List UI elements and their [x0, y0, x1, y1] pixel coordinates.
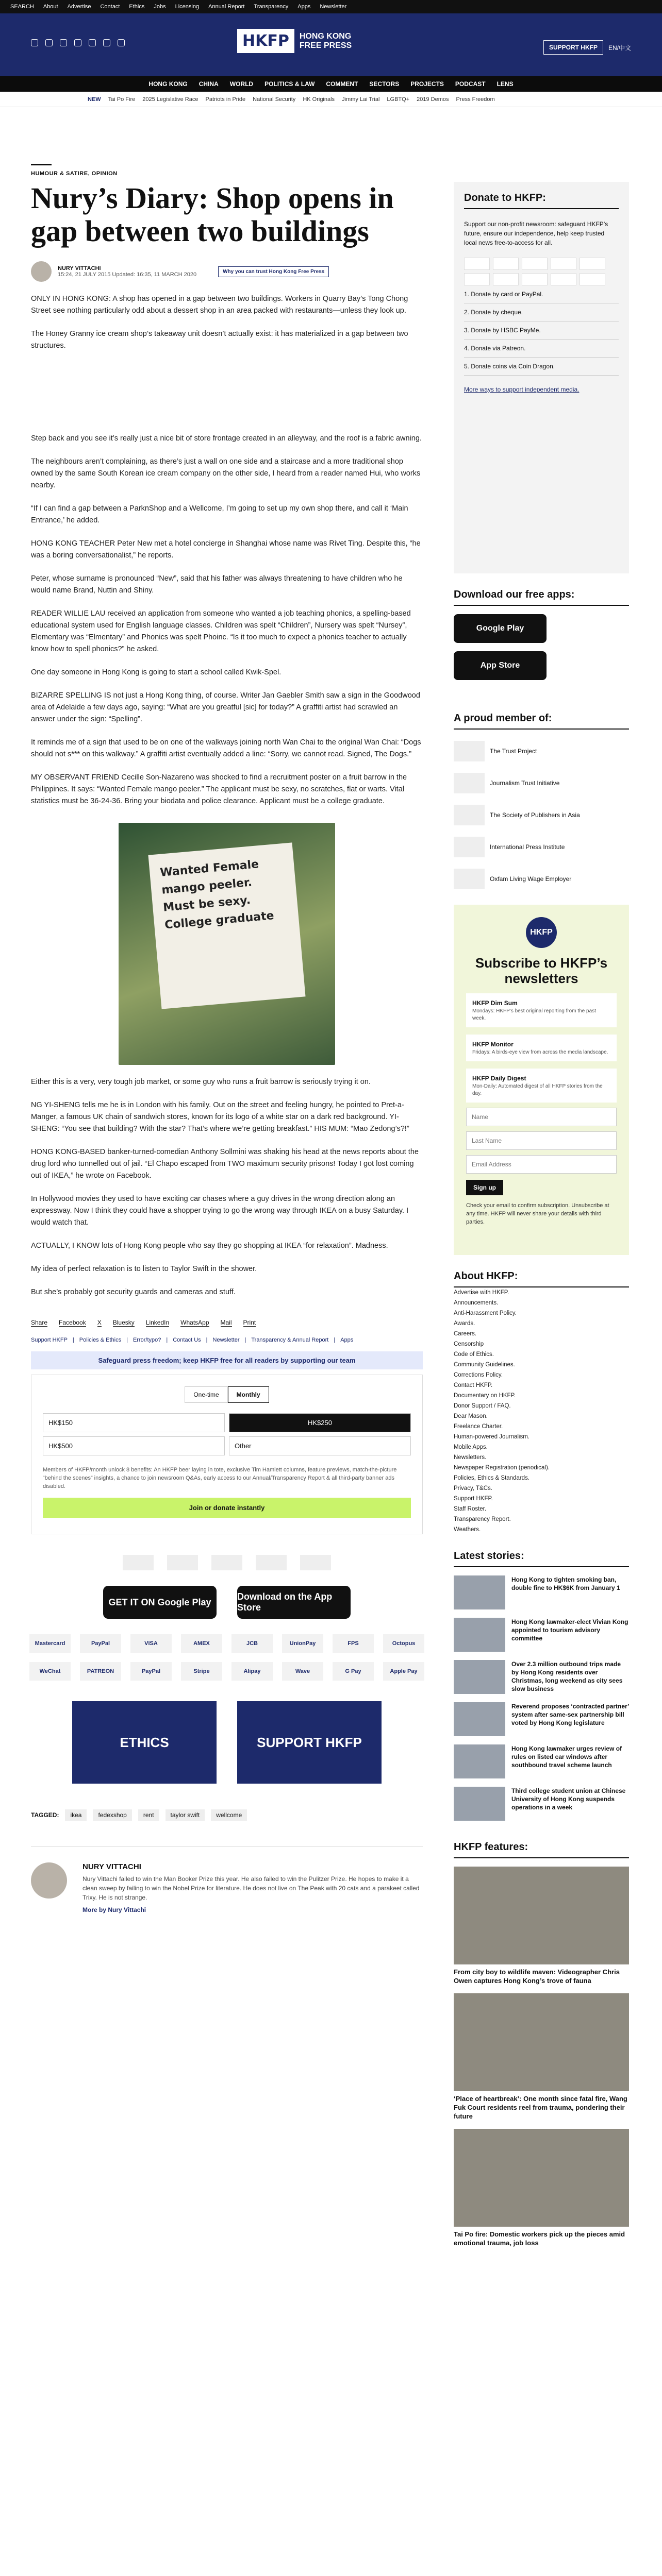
amex-icon: [522, 258, 548, 270]
newsletter-option[interactable]: HKFP Daily Digest Mon-Daily: Automated digest of all HKFP stories from the day.: [466, 1069, 617, 1103]
latest-story[interactable]: Reverend proposes ‘contracted partner’ system after same-sex partnership bill voted by Hong Kong legislature: [454, 1702, 629, 1736]
paragraph: HONG KONG-BASED banker-turned-comedian Anthony Sollmini was shaking his head at the news reports about the drug lord who tunnelled out of jail. “El Chapo escaped from TWO maximum security prisons! Today I got lost coming out of IKEA,” he wrote on Facebook.: [31, 1148, 419, 1180]
social-icons: [31, 39, 125, 46]
about-link[interactable]: Community Guidelines.: [454, 1362, 515, 1368]
paragraph: Either this is a very, very tough job market, or some guy who runs a fruit barrow is seriously trying it on.: [31, 1078, 371, 1086]
hkfp-badge: HKFP: [526, 917, 557, 948]
about-link[interactable]: Code of Ethics.: [454, 1351, 494, 1358]
about-link[interactable]: Newspaper Registration (periodical).: [454, 1465, 550, 1471]
app-store-button[interactable]: Download on the App Store: [237, 1586, 351, 1619]
tag[interactable]: ikea: [65, 1809, 87, 1821]
frequency-toggle: [43, 1386, 411, 1403]
badge-oxfam[interactable]: [300, 1555, 331, 1570]
donate-widget: [454, 182, 629, 573]
trending-bar: [0, 92, 662, 107]
footer-links: Support HKFP | Policies & Ethics | Error/typo? | Contact Us | Newsletter | Transparency & Annual Report | Apps: [31, 1337, 354, 1343]
paragraph: One day someone in Hong Kong is going to start a school called Kwik-Spel.: [31, 668, 282, 676]
link-support[interactable]: Support HKFP: [31, 1337, 68, 1343]
visa-icon: [493, 258, 519, 270]
licensing-link[interactable]: Licensing: [175, 4, 200, 10]
paragraph: ONLY IN HONG KONG: A shop has opened in a gap between two buildings. Workers in Quarry Bay’s Tong Chong Street see nothing particularly odd about a dessert shop in an area packed with restaurants—unless they look up.: [31, 295, 408, 315]
payment-methods: [31, 1634, 423, 1681]
payme-icon: [522, 273, 548, 285]
about-link[interactable]: Transparency Report.: [454, 1516, 511, 1522]
link-apps[interactable]: Apps: [340, 1337, 354, 1343]
fps-icon: [493, 273, 519, 285]
feature-image: [454, 1993, 629, 2091]
author-box: [31, 1846, 423, 1914]
site-header: [0, 13, 662, 76]
share-facebook[interactable]: Facebook: [59, 1319, 86, 1326]
payment-logo: WeChat: [29, 1662, 71, 1681]
story-thumbnail: [454, 1660, 505, 1694]
member-item[interactable]: Journalism Trust Initiative: [454, 773, 629, 793]
trending-item[interactable]: Patriots in Pride: [205, 96, 246, 103]
about-widget: [454, 1270, 629, 1535]
payment-logo: Wave: [282, 1662, 323, 1681]
about-link[interactable]: Censorship: [454, 1341, 484, 1347]
tag[interactable]: wellcome: [211, 1809, 247, 1821]
paragraph: It reminds me of a sign that used to be on one of the walkways joining north Wan Chai to the original Wan Chai: “Dogs should not s*** on this walkway.” A graffiti artist eventually added a line: “Sorry, we cannot read. Signed, The Dogs.”: [31, 738, 421, 758]
article-photo: [119, 823, 335, 1065]
jti-logo: [454, 773, 485, 793]
features-widget: [454, 1841, 629, 2247]
story-thumbnail: [454, 1702, 505, 1736]
paragraph: The Honey Granny ice cream shop’s takeaway unit doesn’t actually exist: it has materialized in a gap between two structures.: [31, 330, 408, 350]
logo-text: HONG KONG FREE PRESS: [299, 31, 352, 50]
mastercard-icon: [464, 258, 490, 270]
apps-title: Download our free apps:: [454, 589, 629, 606]
x-icon[interactable]: [45, 39, 53, 46]
feature-image: [454, 2129, 629, 2227]
latest-title: Latest stories:: [454, 1550, 629, 1567]
trending-item[interactable]: Jimmy Lai Trial: [342, 96, 380, 103]
about-link[interactable]: Awards.: [454, 1320, 475, 1327]
tags-label: TAGGED:: [31, 1811, 59, 1819]
badge-jti[interactable]: [167, 1555, 198, 1570]
story-thumbnail: [454, 1575, 505, 1609]
language-toggle[interactable]: EN/中文: [608, 44, 631, 52]
amount-other[interactable]: Other: [229, 1436, 411, 1455]
payment-logo: PayPal: [80, 1634, 121, 1653]
support-button[interactable]: SUPPORT HKFP: [543, 40, 603, 55]
paragraph: The neighbours aren’t complaining, as there’s just a wall on one side and a staircase and a more traditional shop owned by the same South Korean ice cream company on the other side, I heard from a reader named Hui, who works nearby.: [31, 457, 421, 489]
about-link[interactable]: Corrections Policy.: [454, 1372, 503, 1378]
about-title: About HKFP:: [454, 1270, 629, 1287]
trending-item[interactable]: HK Originals: [303, 96, 335, 103]
nav-projects[interactable]: PROJECTS: [410, 80, 444, 88]
badge-sopa[interactable]: [211, 1555, 242, 1570]
about-link[interactable]: Documentary on HKFP.: [454, 1393, 516, 1399]
about-link[interactable]: Contact HKFP.: [454, 1382, 493, 1388]
feature-image: [454, 1867, 629, 1964]
about-link[interactable]: Human-powered Journalism.: [454, 1434, 530, 1440]
byline: [31, 261, 423, 282]
join-button[interactable]: Join or donate instantly: [43, 1498, 411, 1518]
latest-story[interactable]: Hong Kong lawmaker-elect Vivian Kong appointed to tourism advisory committee: [454, 1618, 629, 1652]
instagram-icon[interactable]: [60, 39, 67, 46]
google-play-button[interactable]: GET IT ON Google Play: [103, 1586, 217, 1619]
about-link[interactable]: Support HKFP.: [454, 1496, 493, 1502]
support-promo[interactable]: SUPPORT HKFP: [237, 1701, 382, 1784]
payment-logo: Stripe: [181, 1662, 222, 1681]
top-utility-bar: [0, 0, 662, 13]
safeguard-banner[interactable]: Safeguard press freedom; keep HKFP free for all readers by supporting our team: [31, 1351, 423, 1369]
author-avatar-large: [31, 1862, 67, 1899]
annual-report-link[interactable]: Annual Report: [208, 4, 245, 10]
article: [31, 107, 423, 1914]
paragraph: READER WILLIE LAU received an application from someone who wanted a job teaching phonics, a spelling-based educational system used for English language classes. Children was spelt “Children”, Nursery was spelt “Nursey”, Elementary was “Elmentary” and Phonics was spelt Phoinc. “Is it too much to expect a phonics teacher to actually know how to spell phonics?” he asked.: [31, 609, 411, 653]
article-kicker[interactable]: HUMOUR & SATIRE, OPINION: [31, 164, 423, 177]
latest-story[interactable]: Hong Kong to tighten smoking ban, double fine to HK$6K from January 1: [454, 1575, 629, 1609]
amount-option[interactable]: HK$150: [43, 1413, 225, 1432]
updated-date: Updated: 16:35, 11 MARCH 2020: [112, 272, 197, 278]
member-item[interactable]: International Press Institute: [454, 837, 629, 857]
about-link[interactable]: Privacy, T&Cs.: [454, 1485, 492, 1492]
facebook-icon[interactable]: [31, 39, 38, 46]
feature-story[interactable]: From city boy to wildlife maven: Videographer Chris Owen captures Hong Kong’s trove of fauna: [454, 1867, 629, 1985]
latest-story[interactable]: Third college student union at Chinese University of Hong Kong suspends operations in a week: [454, 1787, 629, 1821]
advertise-link[interactable]: Advertise: [67, 4, 91, 10]
tab-one-time[interactable]: One-time: [185, 1386, 227, 1403]
tag[interactable]: fedexshop: [93, 1809, 131, 1821]
trending-item[interactable]: Press Freedom: [456, 96, 495, 103]
ipi-logo: [454, 837, 485, 857]
share-linkedin[interactable]: LinkedIn: [145, 1319, 170, 1326]
author-box-name[interactable]: NURY VITTACHI: [82, 1862, 141, 1871]
payment-logo: JCB: [231, 1634, 273, 1653]
share-x[interactable]: X: [97, 1319, 102, 1326]
sidebar-google-play[interactable]: Google Play: [454, 614, 547, 643]
about-link[interactable]: Freelance Charter.: [454, 1423, 503, 1430]
newsletter-widget: [454, 905, 629, 1255]
paypal-icon: [551, 258, 576, 270]
story-thumbnail: [454, 1744, 505, 1778]
site-logo[interactable]: [237, 29, 367, 53]
trending-label: NEW: [88, 96, 101, 103]
email-field[interactable]: Email Address: [466, 1155, 617, 1174]
trending-item[interactable]: National Security: [253, 96, 296, 103]
paragraph: My idea of perfect relaxation is to listen to Taylor Swift in the shower.: [31, 1265, 257, 1273]
latest-story[interactable]: Over 2.3 million outbound trips made by Hong Kong residents over Christmas, long weekend as city sees slow business: [454, 1660, 629, 1694]
payment-logo: Apple Pay: [383, 1662, 424, 1681]
ad-space: [31, 352, 423, 421]
share-mail[interactable]: Mail: [220, 1319, 232, 1326]
oxfam-logo: [454, 869, 485, 889]
payment-logo: FPS: [333, 1634, 374, 1653]
nav-sectors[interactable]: SECTORS: [369, 80, 400, 88]
member-badges: [31, 1555, 423, 1570]
ethics-promo[interactable]: ETHICS: [72, 1701, 217, 1784]
nav-comment[interactable]: COMMENT: [326, 80, 358, 88]
donate-box: [31, 1375, 423, 1534]
paragraph: MY OBSERVANT FRIEND Cecille Son-Nazareno was shocked to find a recruitment poster on a fruit barrow in the Philippines. It says: “Wanted Female mango peeler.” The applicant must be sexy, no scratches, flat or warts. Vital statistics must be 36-24-36. Bring your biodata and police clearance. Applicant must be a college graduate.: [31, 773, 407, 805]
transparency-link[interactable]: Transparency: [254, 4, 289, 10]
paragraph: ACTUALLY, I KNOW lots of Hong Kong people who say they go shopping at IKEA “for relaxation”. Madness.: [31, 1242, 388, 1250]
about-link[interactable]: Mobile Apps.: [454, 1444, 488, 1450]
amount-option[interactable]: HK$500: [43, 1436, 225, 1455]
proud-title: A proud member of:: [454, 713, 629, 730]
paragraph: Peter, whose surname is pronounced “New”, said that his father was always threatening to have children who he would name Brand, Nuttin and Shiny.: [31, 574, 403, 595]
share-bar: [31, 1319, 423, 1327]
main-nav: [0, 76, 662, 92]
about-link[interactable]: Staff Roster.: [454, 1506, 487, 1512]
trending-item[interactable]: LGBTQ+: [387, 96, 410, 103]
link-error[interactable]: Error/typo?: [133, 1337, 161, 1343]
link-newsletter[interactable]: Newsletter: [212, 1337, 240, 1343]
link-policies[interactable]: Policies & Ethics: [79, 1337, 122, 1343]
member-widget: [454, 713, 629, 889]
payment-logo: UnionPay: [282, 1634, 323, 1653]
donate-option[interactable]: 1. Donate by card or PayPal.: [464, 285, 619, 303]
about-link[interactable]: Anti-Harassment Policy.: [454, 1310, 517, 1316]
donate-title: Donate to HKFP:: [464, 192, 619, 209]
jobs-link[interactable]: Jobs: [154, 4, 166, 10]
about-link[interactable]: About: [43, 4, 58, 10]
paragraph: BIZARRE SPELLING IS not just a Hong Kong thing, of course. Writer Jan Gaebler Smith saw a sign in the Goodwood area of Adelaide a few days ago, saying: “What are you greatful [sic] for today?” A graffiti artist had scrawled an answer under the sign: “Spelling”.: [31, 691, 420, 723]
donate-option[interactable]: 5. Donate coins via Coin Dragon.: [464, 358, 619, 376]
about-link[interactable]: Newsletters.: [454, 1454, 487, 1461]
linkedin-icon[interactable]: [103, 39, 110, 46]
about-link[interactable]: Policies, Ethics & Standards.: [454, 1475, 530, 1481]
paragraph: “If I can find a gap between a ParknShop and a Wellcome, I’m going to set up my own shop there, and call it ‘Main Entrance,’ he added.: [31, 504, 408, 524]
jcb-icon: [580, 258, 605, 270]
link-transparency[interactable]: Transparency & Annual Report: [251, 1337, 329, 1343]
story-thumbnail: [454, 1787, 505, 1821]
amount-option-selected[interactable]: HK$250: [229, 1413, 411, 1432]
more-ways-link[interactable]: More ways to support independent media.: [464, 386, 580, 393]
donate-option[interactable]: 2. Donate by cheque.: [464, 303, 619, 321]
member-item[interactable]: The Trust Project: [454, 741, 629, 761]
publish-date: 15:24, 21 JULY 2015: [58, 272, 111, 278]
payment-logo: AMEX: [181, 1634, 222, 1653]
bluesky-icon[interactable]: [118, 39, 125, 46]
ethics-link[interactable]: Ethics: [129, 4, 145, 10]
payment-logo: G Pay: [333, 1662, 374, 1681]
payment-logo: PayPal: [130, 1662, 172, 1681]
share-bluesky[interactable]: Bluesky: [112, 1319, 135, 1326]
share-label: Share: [31, 1319, 48, 1326]
about-link[interactable]: Advertise with HKFP.: [454, 1290, 509, 1296]
donate-text[interactable]: Support our non-profit newsroom: safeguard HKFP’s future, ensure our independence, help keep trusted local news free-to-access for all.: [464, 221, 608, 246]
trust-badge[interactable]: Why you can trust Hong Kong Free Press: [218, 266, 329, 277]
paragraph: But she’s probably got security guards and cameras and stuff.: [31, 1288, 236, 1296]
paragraph: NG YI-SHENG tells me he is in London with his family. Out on the street and feeling hungry, he pointed to Pret-a-Manger, a famous UK chain of sandwich stores, known for its logo of a white star on a dark red background. YI-SHENG: “You see that building? With the star? That’s where we’re getting breakfast.” HIS MUM: “Mao Zedong’s?!”: [31, 1101, 409, 1133]
sidebar-app-store[interactable]: App Store: [454, 651, 547, 680]
paragraph: In Hollywood movies they used to have exciting car chases where a guy drives in the wrong direction along an expressway. Now I think they could have a shopper trying to go the wrong way through IKEA on a busy Saturday. I would watch that.: [31, 1195, 409, 1227]
logo-mark: HKFP: [237, 29, 294, 53]
youtube-icon[interactable]: [74, 39, 81, 46]
more-by-author-link[interactable]: More by Nury Vittachi: [82, 1906, 146, 1913]
trending-item[interactable]: 2019 Demos: [417, 96, 449, 103]
tag[interactable]: rent: [138, 1809, 159, 1821]
about-link[interactable]: Dear Mason.: [454, 1413, 488, 1419]
threads-icon[interactable]: [89, 39, 96, 46]
octopus-icon: [551, 273, 576, 285]
about-link[interactable]: Announcements.: [454, 1300, 499, 1306]
trending-item[interactable]: Tai Po Fire: [108, 96, 136, 103]
patreon-icon: [580, 273, 605, 285]
author-avatar: [31, 261, 52, 282]
tab-monthly[interactable]: Monthly: [228, 1386, 269, 1403]
payment-logo: Octopus: [383, 1634, 424, 1653]
member-item[interactable]: The Society of Publishers in Asia: [454, 805, 629, 825]
search-link[interactable]: SEARCH: [10, 4, 34, 10]
name-field[interactable]: Name: [466, 1108, 617, 1126]
author-bio: Nury Vittachi failed to win the Man Booker Prize this year. He also failed to win the Pulitzer Prize. He hopes to make it a clean sweep by failing to win the Nobel Prize for literature. He does not live on The Peak with 20 cats and a parakeet called Trixy. He is not strange.: [82, 1875, 420, 1901]
about-link[interactable]: Careers.: [454, 1331, 477, 1337]
newsletter-link[interactable]: Newsletter: [320, 4, 347, 10]
donate-option[interactable]: 4. Donate via Patreon.: [464, 340, 619, 358]
payment-logo: VISA: [130, 1634, 172, 1653]
apps-widget: [454, 589, 629, 702]
nav-world[interactable]: WORLD: [229, 80, 254, 88]
share-print[interactable]: Print: [243, 1319, 256, 1326]
feature-story[interactable]: Tai Po fire: Domestic workers pick up the pieces amid emotional trauma, job loss: [454, 2129, 629, 2247]
nav-china[interactable]: CHINA: [198, 80, 219, 88]
last-name-field[interactable]: Last Name: [466, 1131, 617, 1150]
payment-logo: Mastercard: [29, 1634, 71, 1653]
newsletter-option[interactable]: HKFP Dim Sum Mondays: HKFP’s best original reporting from the past week.: [466, 993, 617, 1027]
sidebar: [454, 107, 629, 2247]
nav-podcast[interactable]: PODCAST: [455, 80, 486, 88]
latest-story[interactable]: Hong Kong lawmaker urges review of rules on listed car windows after southbound travel scheme launch: [454, 1744, 629, 1778]
link-contact[interactable]: Contact Us: [173, 1337, 201, 1343]
trending-item[interactable]: 2025 Legislative Race: [142, 96, 198, 103]
author-name[interactable]: NURY VITTACHI: [58, 265, 101, 272]
badge-ipi[interactable]: [256, 1555, 287, 1570]
about-link[interactable]: Weathers.: [454, 1527, 481, 1533]
newsletter-footnote: Check your email to confirm subscription. Unsubscribe at any time. HKFP will never share your details with third parties.: [466, 1202, 609, 1225]
signup-button[interactable]: Sign up: [466, 1180, 503, 1195]
share-whatsapp[interactable]: WhatsApp: [180, 1319, 209, 1326]
member-item[interactable]: Oxfam Living Wage Employer: [454, 869, 629, 889]
apps-link[interactable]: Apps: [297, 4, 311, 10]
feature-story[interactable]: ‘Place of heartbreak’: One month since fatal fire, Wang Fuk Court residents reel from trauma, pondering their future: [454, 1993, 629, 2121]
trust-project-logo: [454, 741, 485, 761]
latest-widget: [454, 1550, 629, 1821]
paragraph: Step back and you see it’s really just a nice bit of store frontage created in an alleyway, and the roof is a fabric awning.: [31, 434, 422, 443]
donate-option[interactable]: 3. Donate by HSBC PayMe.: [464, 321, 619, 340]
story-thumbnail: [454, 1618, 505, 1652]
photo-sign-text: Wanted Female mango peeler. Must be sexy. College graduate: [148, 842, 305, 1009]
features-title: HKFP features:: [454, 1841, 629, 1858]
contact-link[interactable]: Contact: [100, 4, 120, 10]
sopa-logo: [454, 805, 485, 825]
about-link[interactable]: Donor Support / FAQ.: [454, 1403, 511, 1409]
paragraph: HONG KONG TEACHER Peter New met a hotel concierge in Shanghai whose name was Rivet Ting. Despite this, “he was a boring conversationalist,” he reports.: [31, 539, 421, 560]
donate-note: Members of HKFP/month unlock 8 benefits: An HKFP beer laying in tote, exclusive Tim Hamlett columns, feature previews, match-the-picture “behind the scenes” insights, a chance to join newsroom Q&As, early access to our Annual/Transparency Report & all third-party banner ads disabled.: [43, 1467, 397, 1489]
badge-trust-project[interactable]: [123, 1555, 154, 1570]
payment-logo: PATREON: [80, 1662, 121, 1681]
nav-politics[interactable]: POLITICS & LAW: [264, 80, 315, 88]
nav-hong-kong[interactable]: HONG KONG: [148, 80, 188, 88]
nav-lens[interactable]: LENS: [496, 80, 514, 88]
newsletter-option[interactable]: HKFP Monitor Fridays: A birds-eye view from across the media landscape.: [466, 1035, 617, 1061]
tag[interactable]: taylor swift: [166, 1809, 205, 1821]
tags: [31, 1809, 423, 1821]
payment-logo: Alipay: [231, 1662, 273, 1681]
article-title: Nury’s Diary: Shop opens in gap between two buildings: [31, 181, 394, 248]
card-logos: [464, 258, 619, 285]
newsletter-title: Subscribe to HKFP’s newsletters: [475, 955, 608, 986]
unionpay-icon: [464, 273, 490, 285]
